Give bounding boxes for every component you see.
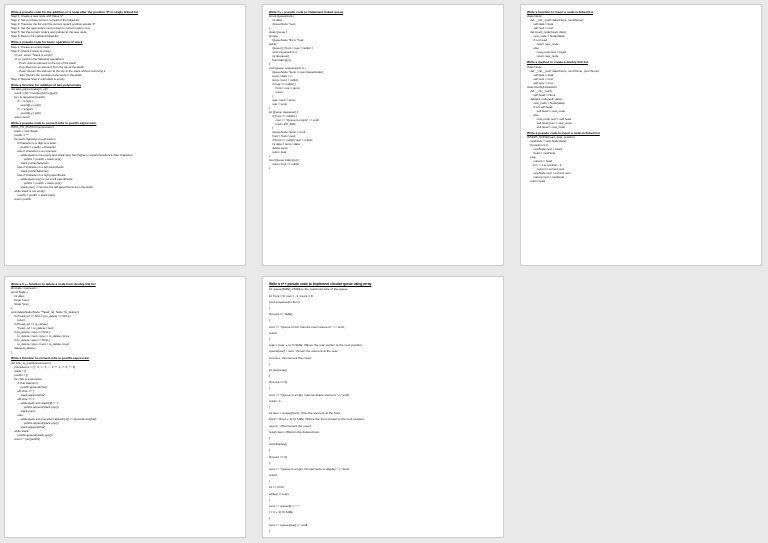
- code-line: count++; //Increment the count: [269, 355, 311, 360]
- code-line: QueueNode *temp = new QueueNode();: [269, 70, 324, 75]
- code-line: temp->next = nullptr;: [269, 78, 299, 83]
- code-line: rear->next = temp;: [269, 98, 296, 103]
- code-line: };: [269, 26, 271, 31]
- code-line: postfix = []: [11, 372, 28, 377]
- code-line: }: [269, 126, 274, 131]
- code-line: elif char == ')':: [11, 396, 36, 401]
- code-line: int dequeue();: [269, 54, 291, 59]
- code-line: front = front->next;: [269, 134, 296, 139]
- code-line: self.head = new_node: [527, 108, 566, 113]
- code-line: result = [0] * max(len(p1), len(p2)): [11, 90, 58, 95]
- code-line: while stack and precedence[stack[-1]] >= precedence[char]:: [11, 416, 97, 421]
- code-line: Step 1: Create an empty stack: [11, 44, 50, 49]
- code-line: - Push: Add an element to the top of the stack: [11, 60, 76, 65]
- code-line: Step 1: Create a new node with Value 'V': [11, 14, 64, 19]
- code-line: self.data = data: [527, 72, 554, 77]
- code-line: else:: [11, 412, 24, 417]
- code-line: while stack is not empty and stack.top() has higher or equal precedence than character: [11, 153, 132, 158]
- code-line: if character is a digit or a letter:: [11, 141, 57, 146]
- code-line: Node *next;: [11, 298, 30, 303]
- code-line: to_delete->next->prev = to_delete->prev;: [11, 334, 70, 339]
- code-line: Node *prev;: [11, 302, 30, 307]
- code-line: if (front == nullptr) {: [269, 114, 297, 119]
- code-line: - If no, perform the following operations:: [11, 56, 65, 61]
- code-line: }: [269, 528, 271, 533]
- code-line: queue[rear] = item; //Insert the element at the rear: [269, 349, 338, 354]
- code-line: return;: [269, 330, 278, 335]
- code-line: self.head.prev = new_node: [527, 120, 572, 125]
- code-line: Step 3: Repeat Step 2 until stack is empty: [11, 76, 65, 81]
- code-line: }: [269, 405, 271, 409]
- code-line: {: [269, 306, 271, 310]
- code-line: newNode.next = head: [527, 146, 562, 151]
- section-title: Write a pseudo code to convert infix to postfix expression: [11, 121, 97, 126]
- code-line: return;: [269, 90, 284, 95]
- code-line: if not head:: [527, 38, 548, 43]
- document-page-3: [520, 4, 762, 266]
- code-line: }: [269, 94, 274, 99]
- code-line: }: [269, 336, 271, 341]
- code-line: self.next = next: [527, 76, 553, 81]
- code-line: if i < len(p1):: [11, 98, 34, 103]
- code-line: stack.push(character): [11, 161, 49, 166]
- code-line: INSERT_NODE(head, data, position): [527, 134, 575, 139]
- code-line: if(count == SIZE): [269, 312, 293, 317]
- document-page-2: [262, 4, 504, 266]
- code-line: *head_ref = to_delete->next;: [11, 326, 55, 331]
- code-line: self.next = next: [527, 26, 553, 31]
- code-line: front = rear = temp;: [269, 86, 301, 91]
- code-line: }: [269, 479, 271, 484]
- code-line: self.head = None: [527, 92, 556, 97]
- code-line: postfix = "": [11, 133, 28, 138]
- code-line: }: [269, 516, 271, 521]
- code-line: class Node:: [527, 14, 543, 19]
- section-title: Write a function to insert a node in linked list: [527, 10, 593, 14]
- section-title: Write a pseudo code to insert a node in linked list: [527, 130, 600, 135]
- code-line: precedence = {'(': 0, '+': 1, '-': 1, '*': 2, '/': 2, '^': 3}: [11, 364, 76, 369]
- code-line: void deleteNode(Node **head_ref, Node *to_delete) {: [11, 310, 80, 315]
- document-page-5: [262, 276, 504, 538]
- code-line: else:: [527, 154, 537, 159]
- code-line: void enqueue(int item): [269, 299, 300, 304]
- code-line: current.next = newNode: [527, 174, 565, 179]
- code-line: result[i] += p2[i]: [11, 110, 41, 115]
- code-line: def __init__(self):: [527, 88, 553, 93]
- code-line: if i < len(p2):: [11, 106, 34, 111]
- code-line: stack.pop(): [11, 408, 35, 413]
- code-line: temp->data = x;: [269, 74, 293, 79]
- code-line: int data;: [11, 294, 25, 299]
- code-line: newNode.next = current.next: [527, 170, 571, 175]
- code-line: def infix_to_postfix(expression):: [11, 360, 52, 365]
- code-line: i = (i + 1) % SIZE;: [269, 510, 294, 515]
- document-page-1: [4, 4, 246, 266]
- code-line: if (*head_ref == NULL || to_delete == NULL): [11, 314, 71, 319]
- section-title: Write a c++ pseudo code to implement circular queue using array: [269, 282, 372, 286]
- code-line: stack = new Stack: [11, 129, 38, 134]
- code-line: else:: [527, 112, 540, 117]
- code-line: current = current.next: [527, 166, 565, 171]
- code-line: self.prev = prev: [527, 80, 554, 85]
- code-line: delete to_delete;: [11, 346, 36, 351]
- code-line: new_node.next = head: [527, 50, 566, 55]
- code-line: for i = 1 to position - 1:: [527, 162, 563, 167]
- code-line: for i in range(len(result)):: [11, 94, 46, 99]
- code-line: def __init__(self, data=None, next=None):: [527, 18, 584, 23]
- code-line: return -1;: [269, 398, 282, 403]
- code-line: Step 5: Set the current node's next pointer to the new node: [11, 30, 87, 35]
- code-line: void Queue::enqueue(int x) {: [269, 66, 306, 71]
- code-line: return INT_MIN;: [269, 122, 297, 127]
- code-line: {: [269, 460, 271, 465]
- code-line: struct Node {: [11, 290, 28, 295]
- code-line: stack.pop() // remove the left parenthesis from the stack: [11, 185, 93, 190]
- code-line: delete temp;: [269, 146, 289, 151]
- code-line: Step 2: Check if stack is empty:: [11, 48, 52, 53]
- code-line: postfix.append(stack.pop()): [11, 404, 59, 409]
- section-title: Write a pseudo code for basic operation of stack: [11, 40, 83, 45]
- code-line: if (rear == nullptr) {: [269, 82, 297, 87]
- code-line: while stack.top() is not a left parenthesis:: [11, 177, 73, 182]
- code-line: else if character is a right parenthesis:: [11, 173, 67, 178]
- code-line: struct QueueNode {: [269, 14, 295, 19]
- code-line: count--; //Decrement the count: [269, 423, 311, 428]
- code-line: if (front == nullptr) rear = nullptr;: [269, 138, 313, 143]
- code-line: stack.push(character): [11, 169, 49, 174]
- code-line: }: [269, 361, 271, 366]
- code-line: int front = 0, rear = -1, count = 0;: [269, 293, 314, 298]
- code-line: if(count == 0): [269, 380, 288, 385]
- code-line: if (to_delete->prev != NULL): [11, 338, 51, 343]
- code-line: def add_node(self, data):: [527, 96, 563, 101]
- code-line: return "".join(postfix): [11, 436, 41, 441]
- code-line: return new_node: [527, 54, 559, 59]
- code-line: Step 4: Set the new node's next pointer to current node's next: [11, 26, 90, 31]
- code-line: int item = queue[front]; //Get the element at the front: [269, 411, 341, 416]
- code-line: {: [269, 386, 271, 391]
- code-line: return item; //Return the deleted item: [269, 429, 320, 434]
- code-line: return;: [11, 318, 26, 323]
- code-line: {: [269, 318, 271, 323]
- code-line: postfix.append(stack.pop()): [11, 420, 59, 425]
- code-line: {: [269, 374, 271, 379]
- code-line: int data = temp->data;: [269, 142, 301, 147]
- section-title: Write a method to create a doubly link list: [527, 60, 589, 65]
- code-line: };: [11, 306, 13, 311]
- code-line: new_node.next = self.head: [527, 116, 572, 121]
- code-line: cout << queue[rear] << endl;: [269, 522, 309, 527]
- code-line: while stack and stack[-1] != '(':: [11, 400, 60, 405]
- code-line: class Queue {: [269, 30, 287, 35]
- code-line: current = head: [527, 158, 553, 163]
- code-line: postfix = postfix + stack.pop(): [11, 193, 56, 198]
- code-line: bool isEmpty();: [269, 58, 292, 63]
- code-line: for char in expression:: [11, 376, 43, 381]
- code-line: - If yes, return "Stack is empty": [11, 52, 53, 57]
- code-line: else if character is an operator:: [11, 149, 58, 154]
- code-line: self.head = new_node: [527, 124, 566, 129]
- code-line: int dequeue(): [269, 367, 288, 372]
- code-line: void display(): [269, 442, 288, 447]
- code-line: }: [269, 106, 270, 111]
- code-line: INFIX_TO_POSTFIX(expression): [11, 125, 54, 130]
- section-title: Write C++ pseudo code to implement linked queue: [269, 10, 344, 14]
- code-line: Step 2: Set a pointer 'current' to head of the linked list: [11, 18, 80, 23]
- code-line: {: [269, 448, 271, 453]
- code-line: return front == nullptr;: [269, 162, 301, 167]
- code-line: QueueNode *next;: [269, 22, 296, 27]
- code-line: public:: [269, 42, 278, 47]
- code-line: Queue() { front = rear = nullptr; }: [269, 46, 314, 51]
- code-line: stack = []: [11, 368, 26, 373]
- code-line: while(i != rear): [269, 491, 289, 496]
- code-line: return data;: [269, 150, 287, 155]
- code-line: elif char == '(':: [11, 388, 36, 393]
- code-line: QueueNode *front, *rear;: [269, 38, 305, 43]
- code-line: };: [269, 62, 271, 67]
- code-line: - Peek: Return the element at the top of the stack without removing it: [11, 68, 106, 73]
- code-line: int data;: [269, 18, 283, 23]
- document-page-4: [4, 276, 246, 538]
- code-line: int i = front;: [269, 485, 285, 490]
- code-line: while stack is not empty:: [11, 189, 46, 194]
- code-line: }: [269, 154, 270, 159]
- code-line: int Queue::dequeue() {: [269, 110, 299, 115]
- code-line: postfix = postfix + character: [11, 145, 56, 150]
- code-line: return head: [527, 178, 545, 183]
- code-line: Step 6: Return the updated linked list: [11, 34, 59, 39]
- code-line: while stack:: [11, 428, 30, 433]
- code-line: result[i] += p1[i]: [11, 102, 41, 107]
- code-line: #include <iostream>: [11, 286, 38, 291]
- code-line: if (to_delete->next != NULL): [11, 330, 50, 335]
- code-line: private:: [269, 34, 279, 39]
- code-line: to_delete->prev->next = to_delete->next;: [11, 342, 70, 347]
- code-line: def insert_node(head, data):: [527, 30, 567, 35]
- code-line: QueueNode *temp = front;: [269, 130, 307, 135]
- code-line: if char.isalnum():: [11, 380, 39, 385]
- code-line: return;: [269, 473, 278, 478]
- code-line: }: [269, 166, 270, 171]
- code-line: {: [269, 497, 271, 502]
- code-line: newNode = new Node(data): [527, 138, 567, 143]
- code-line: head = newNode: [527, 150, 556, 155]
- code-line: return result: [11, 114, 30, 119]
- code-line: cout << "Queue is full. Cannot insert element." << endl;: [269, 324, 345, 329]
- code-line: int queue[SIZE]; //SIZE is the maximum size of the queue: [269, 287, 348, 292]
- code-line: postfix = postfix + stack.pop(): [11, 181, 62, 186]
- code-line: rear = temp;: [269, 102, 288, 107]
- code-line: void enqueue(int x);: [269, 50, 298, 55]
- code-line: if not self.head:: [527, 104, 554, 109]
- code-line: class DoublyLinkedList:: [527, 84, 558, 89]
- code-line: cout << "Queue is empty. Cannot delete element." << endl;: [269, 392, 350, 397]
- code-line: new_node = Node(data): [527, 34, 565, 39]
- code-line: front = (front + 1) % SIZE; //Move the front pointer to the next position: [269, 417, 364, 422]
- code-line: for each character in expression:: [11, 137, 57, 142]
- code-line: cout << "Queue is empty" << endl;: [269, 118, 320, 123]
- code-line: class Node:: [527, 64, 543, 69]
- code-line: rear = (rear + 1) % SIZE; //Move the rear pointer to the next position: [269, 343, 362, 348]
- code-line: self.data = data: [527, 22, 554, 27]
- code-line: }: [269, 435, 271, 440]
- code-line: - Pop: Remove an element from the top of the stack: [11, 64, 84, 69]
- code-line: postfix = postfix + stack.pop(): [11, 157, 62, 162]
- code-line: stack.append(char): [11, 392, 46, 397]
- code-line: return new_node: [527, 42, 559, 47]
- code-line: new_node = Node(data): [527, 100, 565, 105]
- code-line: def add_polynomials(p1, p2):: [11, 86, 49, 91]
- code-line: cout << "Queue is empty. No elements to display." << endl;: [269, 466, 350, 471]
- code-line: postfix.append(char): [11, 384, 47, 389]
- code-line: }: [11, 350, 12, 355]
- code-line: else if character is a left parenthesis:: [11, 165, 65, 170]
- code-line: return postfix: [11, 197, 31, 202]
- code-line: if position is 0:: [527, 142, 549, 147]
- code-line: if (*head_ref == to_delete): [11, 322, 48, 327]
- code-line: Step 3: Traverse the list until the current node's position equals 'P': [11, 22, 96, 27]
- section-title: Write a pseudo code for the addition of a node after the position 'P' in singly linked list: [11, 10, 139, 14]
- code-line: stack.append(char): [11, 424, 46, 429]
- section-title: Write a function for addition of two polynomials: [11, 82, 82, 87]
- code-line: bool Queue::isEmpty() {: [269, 158, 300, 163]
- code-line: if(count == 0): [269, 454, 288, 459]
- code-line: postfix.append(stack.pop()): [11, 432, 53, 437]
- code-line: else:: [527, 46, 540, 51]
- section-title: Write a C++ function to delete a node from doubly link list: [11, 282, 96, 286]
- code-line: cout << queue[i] << " ";: [269, 504, 301, 508]
- code-line: def __init__(self, data=None, next=None, prev=None):: [527, 68, 600, 73]
- section-title: Write a function to convert infix to postfix expression: [11, 356, 90, 361]
- code-line: - Size: Return the number of elements in the stack: [11, 72, 82, 77]
